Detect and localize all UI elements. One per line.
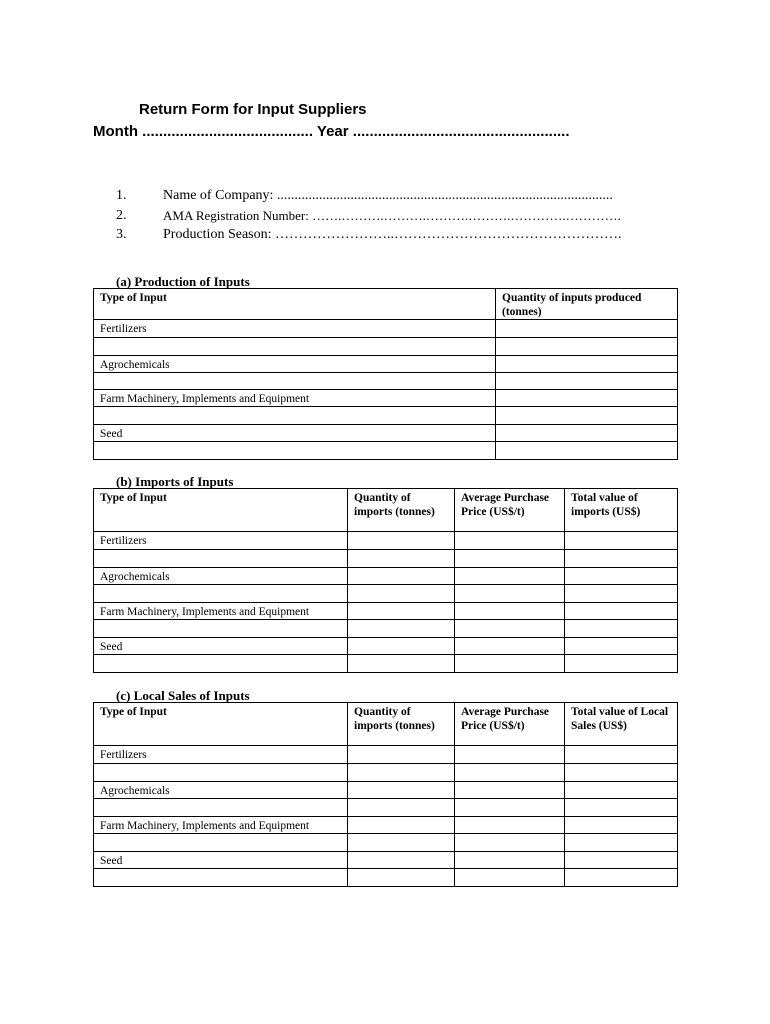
table-row [94,655,678,673]
row-label-seed: Seed [94,638,348,655]
input-cell[interactable] [455,852,565,869]
header-total-value-local-sales: Total value of Local Sales (US$) [565,703,678,746]
table-row [94,764,678,782]
table-row [94,834,678,852]
blank-cell [94,655,348,673]
row-label-agrochemicals: Agrochemicals [94,568,348,585]
table-row [94,568,678,585]
table-row [94,407,678,425]
header-total-value-imports: Total value of imports (US$) [565,489,678,532]
input-cell[interactable] [455,782,565,799]
header-type-of-input: Type of Input [94,703,348,746]
header-average-price: Average Purchase Price (US$/t) [455,703,565,746]
blank-cell [94,338,496,356]
input-cell[interactable] [565,603,678,620]
input-cell[interactable] [348,655,455,673]
input-cell[interactable] [455,817,565,834]
section-b-title: (b) Imports of Inputs [116,474,234,489]
row-label-fertilizers: Fertilizers [94,320,496,338]
input-cell[interactable] [348,532,455,550]
header-type-of-input: Type of Input [94,489,348,532]
input-cell[interactable] [348,782,455,799]
input-cell[interactable] [455,764,565,782]
header-quantity-imports: Quantity of imports (tonnes) [348,703,455,746]
table-row [94,638,678,655]
input-cell[interactable] [348,852,455,869]
table-row [94,320,678,338]
input-cell[interactable] [496,390,678,407]
input-cell[interactable] [348,603,455,620]
input-cell[interactable] [455,620,565,638]
input-cell[interactable] [496,356,678,373]
blank-cell [94,550,348,568]
header-quantity-imports: Quantity of imports (tonnes) [348,489,455,532]
table-row [94,532,678,550]
input-cell[interactable] [565,764,678,782]
blank-cell [94,373,496,390]
input-cell[interactable] [455,603,565,620]
input-cell[interactable] [565,620,678,638]
table-row [94,442,678,460]
row-label-farm-machinery: Farm Machinery, Implements and Equipment [94,390,496,407]
input-cell[interactable] [565,568,678,585]
table-row [94,817,678,834]
input-cell[interactable] [348,799,455,817]
input-cell[interactable] [565,799,678,817]
input-cell[interactable] [496,320,678,338]
blank-cell [94,620,348,638]
input-cell[interactable] [496,407,678,425]
item-number-2: 2. [116,208,127,223]
table-row [94,390,678,407]
blank-cell [94,799,348,817]
blank-cell [94,407,496,425]
input-cell[interactable] [565,869,678,887]
production-season-field[interactable]: Production Season: ……………………..…………………………………………. [163,227,622,242]
input-cell[interactable] [348,620,455,638]
input-cell[interactable] [565,817,678,834]
company-name-field[interactable]: Name of Company: ................................................................................................ [163,188,613,203]
input-cell[interactable] [348,834,455,852]
input-cell[interactable] [348,764,455,782]
table-row [94,585,678,603]
blank-cell [94,834,348,852]
input-cell[interactable] [455,568,565,585]
input-cell[interactable] [565,782,678,799]
input-cell[interactable] [565,852,678,869]
item-number-1: 1. [116,188,127,203]
input-cell[interactable] [565,585,678,603]
row-label-farm-machinery: Farm Machinery, Implements and Equipment [94,817,348,834]
table-header-row [94,289,678,320]
input-cell[interactable] [455,585,565,603]
table-row [94,782,678,799]
production-table [93,288,678,460]
table-header-row [94,489,678,532]
blank-cell [94,585,348,603]
input-cell[interactable] [496,338,678,356]
input-cell[interactable] [348,746,455,764]
table-row [94,373,678,390]
header-quantity-produced: Quantity of inputs produced (tonnes) [496,289,678,320]
table-row [94,869,678,887]
row-label-seed: Seed [94,852,348,869]
input-cell[interactable] [565,834,678,852]
input-cell[interactable] [348,568,455,585]
table-header-row [94,703,678,746]
input-cell[interactable] [348,550,455,568]
table-row [94,356,678,373]
row-label-fertilizers: Fertilizers [94,532,348,550]
input-cell[interactable] [348,585,455,603]
input-cell[interactable] [455,799,565,817]
imports-table [93,488,678,673]
row-label-agrochemicals: Agrochemicals [94,356,496,373]
row-label-fertilizers: Fertilizers [94,746,348,764]
blank-cell [94,869,348,887]
local-sales-table [93,702,678,887]
table-row [94,550,678,568]
input-cell[interactable] [348,817,455,834]
section-a-title: (a) Production of Inputs [116,274,250,289]
table-row [94,425,678,442]
row-label-farm-machinery: Farm Machinery, Implements and Equipment [94,603,348,620]
input-cell[interactable] [455,834,565,852]
input-cell[interactable] [565,532,678,550]
section-c-title: (c) Local Sales of Inputs [116,688,250,703]
input-cell[interactable] [496,442,678,460]
input-cell[interactable] [455,655,565,673]
blank-cell [94,442,496,460]
input-cell[interactable] [565,550,678,568]
row-label-seed: Seed [94,425,496,442]
row-label-agrochemicals: Agrochemicals [94,782,348,799]
input-cell[interactable] [565,746,678,764]
blank-cell [94,764,348,782]
form-title: Return Form for Input Suppliers [139,101,367,118]
table-row [94,746,678,764]
input-cell[interactable] [348,869,455,887]
table-row [94,338,678,356]
input-cell[interactable] [348,638,455,655]
input-cell[interactable] [455,532,565,550]
ama-registration-field[interactable]: AMA Registration Number: …….……….……….……….……….………….…………. [163,208,621,223]
item-number-3: 3. [116,227,127,242]
header-average-price: Average Purchase Price (US$/t) [455,489,565,532]
input-cell[interactable] [496,373,678,390]
table-row [94,852,678,869]
input-cell[interactable] [455,746,565,764]
input-cell[interactable] [565,655,678,673]
table-row [94,603,678,620]
table-row [94,620,678,638]
header-type-of-input: Type of Input [94,289,496,320]
input-cell[interactable] [565,638,678,655]
table-row [94,799,678,817]
month-year-line[interactable]: Month ......................................... Year .................................................... [93,123,570,140]
input-cell[interactable] [455,869,565,887]
input-cell[interactable] [455,550,565,568]
input-cell[interactable] [496,425,678,442]
input-cell[interactable] [455,638,565,655]
